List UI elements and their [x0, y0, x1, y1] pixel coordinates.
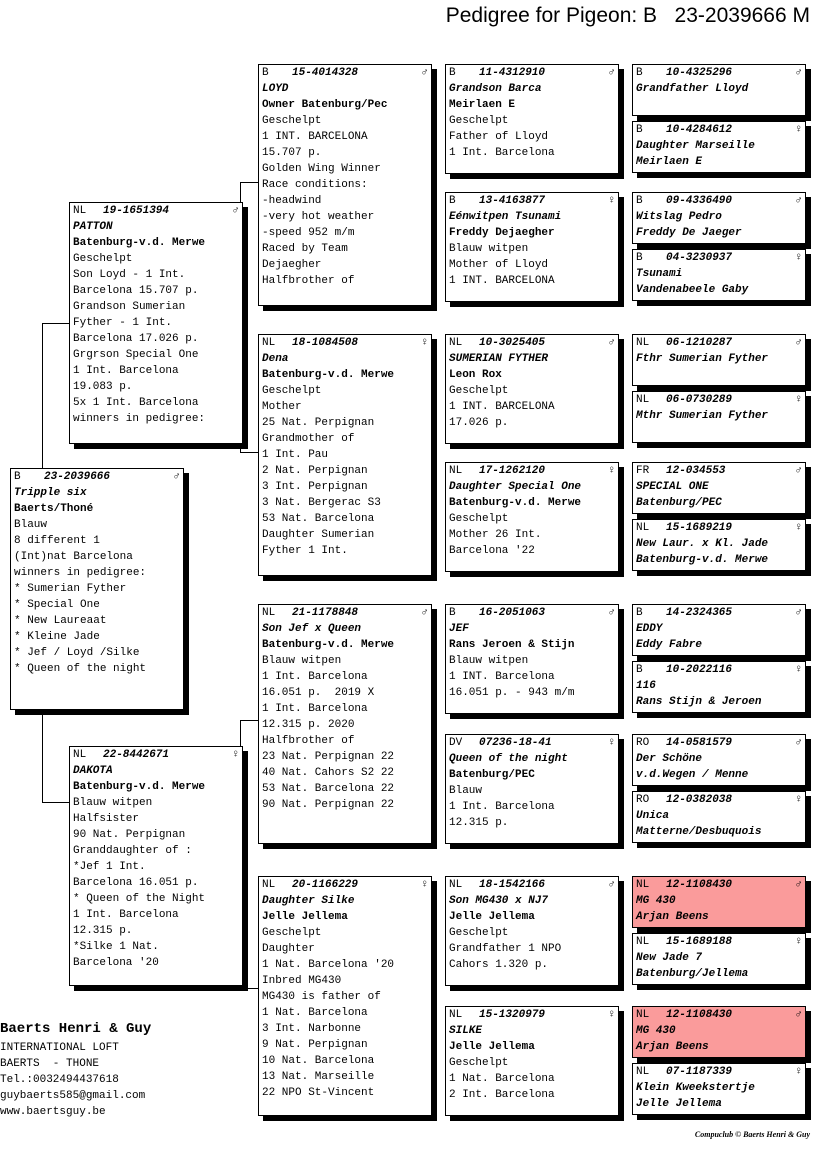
- detail-line: * New Laureaat: [14, 615, 107, 627]
- pedigree-card-sire[interactable]: [69, 202, 243, 444]
- pigeon-name: Der Schöne: [636, 753, 703, 765]
- breeder-email[interactable]: guybaerts585@gmail.com: [0, 1090, 146, 1102]
- female-symbol-icon: ♀: [421, 337, 428, 349]
- pigeon-owner: Arjan Beens: [636, 911, 709, 923]
- pedigree-card-ssdd[interactable]: [632, 249, 806, 301]
- detail-line: winners in pedigree:: [73, 413, 206, 425]
- ring-number: 07236-18-41: [479, 737, 552, 749]
- female-symbol-icon: ♀: [795, 1066, 802, 1078]
- pigeon-owner: Matterne/Desbuquois: [636, 826, 762, 838]
- detail-line: 1 Int. Barcelona: [73, 909, 179, 921]
- ring-number: 09-4336490: [666, 195, 733, 207]
- male-symbol-icon: ♂: [608, 67, 615, 79]
- detail-line: * Jef / Loyd /Silke: [14, 647, 140, 659]
- detail-line: Geschelpt: [262, 115, 322, 127]
- connector-line: [240, 182, 258, 183]
- pedigree-card-sdss[interactable]: [632, 334, 806, 386]
- country-code: B: [636, 124, 643, 136]
- detail-line: Geschelpt: [73, 253, 133, 265]
- detail-line: 1 Int. Barcelona: [73, 365, 179, 377]
- detail-line: Geschelpt: [262, 385, 322, 397]
- female-symbol-icon: ♀: [608, 195, 615, 207]
- pigeon-owner: Owner Batenburg/Pec: [262, 99, 388, 111]
- detail-line: 15.707 p.: [262, 147, 322, 159]
- detail-line: Dejaegher: [262, 259, 322, 271]
- detail-line: * Queen of the night: [14, 663, 147, 675]
- pedigree-card-dam-sire[interactable]: [258, 604, 432, 844]
- pedigree-card-ddd[interactable]: [445, 1006, 619, 1116]
- pigeon-owner: Eddy Fabre: [636, 639, 703, 651]
- pigeon-name: Queen of the night: [449, 753, 568, 765]
- detail-line: Geschelpt: [449, 1057, 509, 1069]
- detail-line: 1 Nat. Barcelona: [449, 1073, 555, 1085]
- detail-line: 1 Nat. Barcelona '20: [262, 959, 395, 971]
- pigeon-name: Fthr Sumerian Fyther: [636, 353, 769, 365]
- detail-line: Barcelona 15.707 p.: [73, 285, 199, 297]
- pigeon-owner: Batenburg-v.d. Merwe: [73, 781, 206, 793]
- detail-line: Blauw witpen: [262, 655, 342, 667]
- ring-number: 22-8442671: [103, 749, 170, 761]
- detail-line: Grandson Sumerian: [73, 301, 186, 313]
- pigeon-owner: Batenburg-v.d. Merwe: [73, 237, 206, 249]
- detail-line: Barcelona '20: [73, 957, 159, 969]
- female-symbol-icon: ♀: [795, 664, 802, 676]
- country-code: B: [449, 67, 456, 79]
- country-code: NL: [73, 205, 87, 217]
- pigeon-owner: Jelle Jellema: [449, 1041, 535, 1053]
- detail-line: Mother: [262, 401, 302, 413]
- male-symbol-icon: ♂: [795, 195, 802, 207]
- pigeon-owner: Freddy De Jaeger: [636, 227, 742, 239]
- detail-line: 1 Int. Barcelona: [262, 671, 368, 683]
- detail-line: 1 INT. Barcelona: [449, 671, 555, 683]
- male-symbol-icon: ♂: [421, 67, 428, 79]
- detail-line: Father of Lloyd: [449, 131, 549, 143]
- breeder-website[interactable]: www.baertsguy.be: [0, 1106, 106, 1118]
- country-code: NL: [262, 337, 276, 349]
- country-code: NL: [636, 522, 650, 534]
- pedigree-card-dsds[interactable]: [632, 734, 806, 786]
- detail-line: 3 Nat. Bergerac S3: [262, 497, 381, 509]
- male-symbol-icon: ♂: [795, 1009, 802, 1021]
- ring-number: 10-3025405: [479, 337, 546, 349]
- detail-line: Daughter: [262, 943, 315, 955]
- pedigree-card-dam-dam[interactable]: [258, 876, 432, 1116]
- detail-line: (Int)nat Barcelona: [14, 551, 133, 563]
- male-symbol-icon: ♂: [232, 205, 239, 217]
- pigeon-owner: Meirlaen E: [636, 156, 703, 168]
- country-code: B: [636, 195, 643, 207]
- detail-line: Raced by Team: [262, 243, 348, 255]
- detail-line: 5x 1 Int. Barcelona: [73, 397, 199, 409]
- pigeon-name: SILKE: [449, 1025, 483, 1037]
- male-symbol-icon: ♂: [608, 879, 615, 891]
- country-code: NL: [636, 936, 650, 948]
- pigeon-name: Klein Kweekstertje: [636, 1082, 755, 1094]
- male-symbol-icon: ♂: [795, 607, 802, 619]
- pigeon-name: Son MG430 x NJ7: [449, 895, 549, 907]
- breeder-name: Baerts Henri & Guy: [0, 1021, 152, 1037]
- detail-line: * Queen of the Night: [73, 893, 206, 905]
- pigeon-owner: Arjan Beens: [636, 1041, 709, 1053]
- pigeon-name: Son Jef x Queen: [262, 623, 362, 635]
- detail-line: 13 Nat. Marseille: [262, 1071, 375, 1083]
- ring-number: 15-4014328: [292, 67, 359, 79]
- pedigree-card-sdds[interactable]: [632, 462, 806, 514]
- ring-number: 04-3230937: [666, 252, 733, 264]
- connector-line: [240, 452, 258, 453]
- detail-line: Race conditions:: [262, 179, 368, 191]
- pigeon-name: LOYD: [262, 83, 289, 95]
- detail-line: 53 Nat. Barcelona 22: [262, 783, 395, 795]
- detail-line: Grgrson Special One: [73, 349, 199, 361]
- pigeon-owner: Batenburg/Jellema: [636, 968, 749, 980]
- pedigree-card-ddds[interactable]: [632, 1006, 806, 1058]
- ring-number: 10-4284612: [666, 124, 733, 136]
- ring-number: 12-1108430: [666, 1009, 733, 1021]
- connector-line: [240, 988, 258, 989]
- detail-line: *Jef 1 Int.: [73, 861, 146, 873]
- pedigree-card-root[interactable]: [10, 468, 184, 710]
- pigeon-owner: v.d.Wegen / Menne: [636, 769, 749, 781]
- pedigree-card-dam[interactable]: [69, 746, 243, 986]
- pedigree-card-ddss[interactable]: [632, 876, 806, 928]
- pigeon-owner: Leon Rox: [449, 369, 502, 381]
- detail-line: Halfbrother of: [262, 275, 355, 287]
- pigeon-owner: Rans Jeroen & Stijn: [449, 639, 575, 651]
- country-code: NL: [636, 879, 650, 891]
- pigeon-owner: Batenburg-v.d. Merwe: [449, 497, 582, 509]
- country-code: RO: [636, 737, 650, 749]
- detail-line: 16.051 p. 2019 X: [262, 687, 375, 699]
- detail-line: 8 different 1: [14, 535, 100, 547]
- detail-line: Geschelpt: [449, 927, 509, 939]
- country-code: RO: [636, 794, 650, 806]
- detail-line: -headwind: [262, 195, 322, 207]
- pedigree-card-sdd[interactable]: [445, 462, 619, 572]
- ring-number: 14-2324365: [666, 607, 733, 619]
- country-code: B: [14, 471, 21, 483]
- pigeon-name: SPECIAL ONE: [636, 481, 709, 493]
- detail-line: 25 Nat. Perpignan: [262, 417, 375, 429]
- detail-line: 17.026 p.: [449, 417, 509, 429]
- detail-line: Blauw witpen: [449, 655, 529, 667]
- connector-line: [42, 802, 69, 803]
- pedigree-card-ssds[interactable]: [632, 192, 806, 244]
- pigeon-owner: Rans Stijn & Jeroen: [636, 696, 762, 708]
- pedigree-card-dds[interactable]: [445, 876, 619, 986]
- male-symbol-icon: ♂: [795, 465, 802, 477]
- detail-line: Geschelpt: [449, 115, 509, 127]
- detail-line: Son Loyd - 1 Int.: [73, 269, 186, 281]
- detail-line: winners in pedigree:: [14, 567, 147, 579]
- detail-line: -very hot weather: [262, 211, 375, 223]
- country-code: NL: [262, 879, 276, 891]
- country-code: B: [262, 67, 269, 79]
- detail-line: * Sumerian Fyther: [14, 583, 127, 595]
- country-code: NL: [636, 1009, 650, 1021]
- detail-line: Mother of Lloyd: [449, 259, 549, 271]
- ring-number: 10-4325296: [666, 67, 733, 79]
- pigeon-owner: Batenburg/PEC: [449, 769, 535, 781]
- ring-number: 19-1651394: [103, 205, 170, 217]
- pigeon-name: JEF: [449, 623, 469, 635]
- detail-line: Daughter Sumerian: [262, 529, 375, 541]
- pigeon-name: New Jade 7: [636, 952, 703, 964]
- detail-line: 3 Int. Perpignan: [262, 481, 368, 493]
- country-code: NL: [636, 394, 650, 406]
- pigeon-owner: Jelle Jellema: [449, 911, 535, 923]
- female-symbol-icon: ♀: [795, 936, 802, 948]
- pigeon-owner: Baerts/Thoné: [14, 503, 94, 515]
- pedigree-card-dsd[interactable]: [445, 734, 619, 844]
- detail-line: 2 Int. Barcelona: [449, 1089, 555, 1101]
- pedigree-card-sss[interactable]: [445, 64, 619, 174]
- detail-line: Geschelpt: [449, 513, 509, 525]
- ring-number: 23-2039666: [44, 471, 111, 483]
- male-symbol-icon: ♂: [795, 737, 802, 749]
- pedigree-card-ssss[interactable]: [632, 64, 806, 116]
- pedigree-card-ssd[interactable]: [445, 192, 619, 302]
- detail-line: Fyther - 1 Int.: [73, 317, 173, 329]
- connector-line: [42, 710, 43, 802]
- detail-line: 16.051 p. - 943 m/m: [449, 687, 575, 699]
- detail-line: 2 Nat. Perpignan: [262, 465, 368, 477]
- pigeon-name: DAKOTA: [73, 765, 113, 777]
- pigeon-name: SUMERIAN FYTHER: [449, 353, 549, 365]
- pedigree-card-sdsd[interactable]: [632, 391, 806, 443]
- pigeon-name: PATTON: [73, 221, 113, 233]
- country-code: FR: [636, 465, 650, 477]
- detail-line: Granddaughter of :: [73, 845, 192, 857]
- male-symbol-icon: ♂: [608, 337, 615, 349]
- pedigree-card-ddsd[interactable]: [632, 933, 806, 985]
- pigeon-name: Daughter Silke: [262, 895, 355, 907]
- female-symbol-icon: ♀: [795, 252, 802, 264]
- pedigree-card-dsss[interactable]: [632, 604, 806, 656]
- ring-number: 17-1262120: [479, 465, 546, 477]
- ring-number: 18-1542166: [479, 879, 546, 891]
- country-code: B: [636, 664, 643, 676]
- ring-number: 14-0581579: [666, 737, 733, 749]
- connector-line: [240, 720, 258, 721]
- pigeon-name: EDDY: [636, 623, 663, 635]
- country-code: NL: [449, 337, 463, 349]
- detail-line: Grandfather 1 NPO: [449, 943, 562, 955]
- detail-line: 1 Nat. Barcelona: [262, 1007, 368, 1019]
- ring-number: 15-1689188: [666, 936, 733, 948]
- pigeon-name: MG 430: [636, 1025, 676, 1037]
- ring-number: 12-1108430: [666, 879, 733, 891]
- male-symbol-icon: ♂: [608, 607, 615, 619]
- pigeon-name: Dena: [262, 353, 289, 365]
- pigeon-owner: Freddy Dejaegher: [449, 227, 555, 239]
- detail-line: 90 Nat. Perpignan: [73, 829, 186, 841]
- female-symbol-icon: ♀: [608, 737, 615, 749]
- pedigree-card-dsdd[interactable]: [632, 791, 806, 843]
- female-symbol-icon: ♀: [795, 394, 802, 406]
- detail-line: Halfsister: [73, 813, 140, 825]
- pigeon-name: Grandson Barca: [449, 83, 542, 95]
- detail-line: Mother 26 Int.: [449, 529, 542, 541]
- pigeon-name: Unica: [636, 810, 670, 822]
- detail-line: Blauw: [14, 519, 48, 531]
- country-code: NL: [636, 1066, 650, 1078]
- ring-number: 12-0382038: [666, 794, 733, 806]
- pedigree-card-dss[interactable]: [445, 604, 619, 714]
- detail-line: Blauw: [449, 785, 483, 797]
- detail-line: Barcelona 17.026 p.: [73, 333, 199, 345]
- detail-line: Geschelpt: [262, 927, 322, 939]
- detail-line: 1 Int. Barcelona: [449, 147, 555, 159]
- ring-number: 21-1178848: [292, 607, 359, 619]
- detail-line: 1 Int. Barcelona: [262, 703, 368, 715]
- detail-line: Cahors 1.320 p.: [449, 959, 549, 971]
- ring-number: 15-1689219: [666, 522, 733, 534]
- country-code: NL: [449, 879, 463, 891]
- pedigree-card-sds[interactable]: [445, 334, 619, 444]
- detail-line: 3 Int. Narbonne: [262, 1023, 362, 1035]
- male-symbol-icon: ♂: [795, 67, 802, 79]
- pigeon-owner: Batenburg/PEC: [636, 497, 722, 509]
- detail-line: 1 Int. Pau: [262, 449, 329, 461]
- ring-number: 18-1084508: [292, 337, 359, 349]
- detail-line: 10 Nat. Barcelona: [262, 1055, 375, 1067]
- pedigree-card-dddd[interactable]: [632, 1063, 806, 1115]
- pigeon-name: New Laur. x Kl. Jade: [636, 538, 769, 550]
- female-symbol-icon: ♀: [608, 1009, 615, 1021]
- country-code: NL: [636, 337, 650, 349]
- country-code: B: [636, 252, 643, 264]
- ring-number: 11-4312910: [479, 67, 546, 79]
- country-code: NL: [73, 749, 87, 761]
- female-symbol-icon: ♀: [795, 124, 802, 136]
- detail-line: 12.315 p. 2020: [262, 719, 355, 731]
- pigeon-owner: Batenburg-v.d. Merwe: [636, 554, 769, 566]
- breeder-line: INTERNATIONAL LOFT: [0, 1042, 119, 1054]
- detail-line: Grandmother of: [262, 433, 355, 445]
- detail-line: * Kleine Jade: [14, 631, 100, 643]
- country-code: B: [636, 67, 643, 79]
- pigeon-name: Eénwitpen Tsunami: [449, 211, 562, 223]
- detail-line: 12.315 p.: [73, 925, 133, 937]
- ring-number: 07-1187339: [666, 1066, 733, 1078]
- ring-number: 10-2022116: [666, 664, 733, 676]
- detail-line: 1 INT. BARCELONA: [449, 401, 555, 413]
- detail-line: * Special One: [14, 599, 100, 611]
- country-code: DV: [449, 737, 463, 749]
- female-symbol-icon: ♀: [232, 749, 239, 761]
- pigeon-name: Mthr Sumerian Fyther: [636, 410, 769, 422]
- country-code: B: [636, 607, 643, 619]
- female-symbol-icon: ♀: [608, 465, 615, 477]
- detail-line: *Silke 1 Nat.: [73, 941, 159, 953]
- female-symbol-icon: ♀: [421, 879, 428, 891]
- pigeon-name: 116: [636, 680, 656, 692]
- detail-line: Barcelona 16.051 p.: [73, 877, 199, 889]
- connector-line: [42, 323, 69, 324]
- pedigree-card-sire-dam[interactable]: [258, 334, 432, 576]
- detail-line: 40 Nat. Cahors S2 22: [262, 767, 395, 779]
- pedigree-card-sddd[interactable]: [632, 519, 806, 571]
- ring-number: 06-0730289: [666, 394, 733, 406]
- detail-line: 90 Nat. Perpignan 22: [262, 799, 395, 811]
- breeder-phone: Tel.:0032494437618: [0, 1074, 119, 1086]
- ring-number: 15-1320979: [479, 1009, 546, 1021]
- breeder-line: BAERTS - THONE: [0, 1058, 100, 1070]
- male-symbol-icon: ♂: [795, 879, 802, 891]
- detail-line: Inbred MG430: [262, 975, 342, 987]
- country-code: B: [449, 607, 456, 619]
- pigeon-owner: Vandenabeele Gaby: [636, 284, 749, 296]
- footer-credit: Compuclub © Baerts Henri & Guy: [694, 1130, 810, 1139]
- female-symbol-icon: ♀: [795, 522, 802, 534]
- ring-number: 20-1166229: [292, 879, 359, 891]
- page-title: Pedigree for Pigeon: B 23-2039666 M: [445, 4, 810, 27]
- pigeon-owner: Jelle Jellema: [636, 1098, 722, 1110]
- ring-number: 06-1210287: [666, 337, 733, 349]
- country-code: NL: [449, 465, 463, 477]
- detail-line: Barcelona '22: [449, 545, 535, 557]
- detail-line: Fyther 1 Int.: [262, 545, 348, 557]
- country-code: NL: [449, 1009, 463, 1021]
- pedigree-card-sssd[interactable]: [632, 121, 806, 173]
- pigeon-name: MG 430: [636, 895, 676, 907]
- detail-line: 1 INT. BARCELONA: [262, 131, 368, 143]
- detail-line: Blauw witpen: [449, 243, 529, 255]
- ring-number: 13-4163877: [479, 195, 546, 207]
- pigeon-owner: Jelle Jellema: [262, 911, 348, 923]
- pigeon-name: Daughter Special One: [449, 481, 582, 493]
- male-symbol-icon: ♂: [795, 337, 802, 349]
- country-code: NL: [262, 607, 276, 619]
- ring-number: 16-2051063: [479, 607, 546, 619]
- pedigree-card-dssd[interactable]: [632, 661, 806, 713]
- detail-line: 23 Nat. Perpignan 22: [262, 751, 395, 763]
- pedigree-card-sire-sire[interactable]: [258, 64, 432, 306]
- detail-line: 53 Nat. Barcelona: [262, 513, 375, 525]
- detail-line: MG430 is father of: [262, 991, 381, 1003]
- pigeon-name: Tsunami: [636, 268, 683, 280]
- detail-line: Blauw witpen: [73, 797, 153, 809]
- breeder-info: [0, 1018, 151, 1120]
- male-symbol-icon: ♂: [173, 471, 180, 483]
- detail-line: 19.083 p.: [73, 381, 133, 393]
- pigeon-owner: Batenburg-v.d. Merwe: [262, 369, 395, 381]
- pigeon-name: Grandfather Lloyd: [636, 83, 749, 95]
- pigeon-owner: Meirlaen E: [449, 99, 516, 111]
- connector-line: [42, 323, 43, 468]
- detail-line: Geschelpt: [449, 385, 509, 397]
- detail-line: 1 Int. Barcelona: [449, 801, 555, 813]
- detail-line: 1 INT. BARCELONA: [449, 275, 555, 287]
- pigeon-name: Witslag Pedro: [636, 211, 722, 223]
- ring-number: 12-034553: [666, 465, 726, 477]
- detail-line: Halfbrother of: [262, 735, 355, 747]
- detail-line: 22 NPO St-Vincent: [262, 1087, 375, 1099]
- pigeon-owner: Batenburg-v.d. Merwe: [262, 639, 395, 651]
- detail-line: 9 Nat. Perpignan: [262, 1039, 368, 1051]
- pigeon-name: Daughter Marseille: [636, 140, 755, 152]
- detail-line: 12.315 p.: [449, 817, 509, 829]
- detail-line: Golden Wing Winner: [262, 163, 381, 175]
- male-symbol-icon: ♂: [421, 607, 428, 619]
- detail-line: -speed 952 m/m: [262, 227, 355, 239]
- pigeon-name: Tripple six: [14, 487, 87, 499]
- female-symbol-icon: ♀: [795, 794, 802, 806]
- country-code: B: [449, 195, 456, 207]
